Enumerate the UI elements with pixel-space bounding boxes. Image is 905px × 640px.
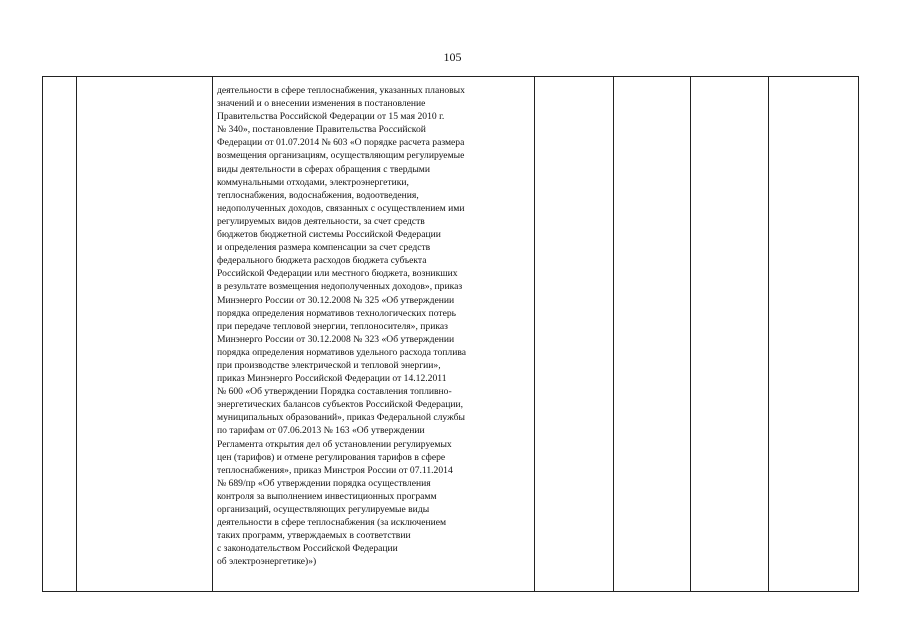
text-line: коммунальными отходами, электроэнергетики, xyxy=(217,176,409,188)
table-row xyxy=(43,77,859,592)
text-line: бюджетов бюджетной системы Российской Федерации xyxy=(217,229,441,241)
text-line: деятельности в сфере теплоснабжения, указанных плановых xyxy=(217,85,465,96)
text-line: порядка определения нормативов удельного расхода топлива xyxy=(217,346,467,358)
text-line: недополученных доходов, связанных с осуществлением ими xyxy=(217,202,465,214)
text-line: и определения размера компенсации за счет средств xyxy=(217,242,431,254)
text-line: виды деятельности в сферах обращения с твердыми xyxy=(217,163,430,175)
text-line: с законодательством Российской Федерации xyxy=(217,543,398,555)
text-line: при производстве электрической и тепловой энергии», xyxy=(217,359,441,371)
text-line: Минэнерго России от 30.12.2008 № 325 «Об утверждении xyxy=(217,294,455,306)
text-line: порядка определения нормативов технологических потерь xyxy=(217,307,457,319)
text-line: Правительства Российской Федерации от 15 мая 2010 г. xyxy=(217,111,445,123)
text-line: по тарифам от 07.06.2013 № 163 «Об утверждении xyxy=(217,425,425,437)
text-line: Федерации от 01.07.2014 № 603 «О порядке расчета размера xyxy=(217,137,465,149)
text-line: Российской Федерации или местного бюджета, возникших xyxy=(217,268,458,280)
text-line: в результате возмещения недополученных доходов», приказ xyxy=(217,281,463,293)
table-cell-col-4 xyxy=(535,77,614,592)
text-line: Минэнерго России от 30.12.2008 № 323 «Об утверждении xyxy=(217,333,455,345)
text-line: Регламента открытия дел об установлении регулируемых xyxy=(217,438,452,450)
table-cell-name xyxy=(77,77,213,592)
text-line: № 340», постановление Правительства Российской xyxy=(217,124,426,136)
text-line: теплоснабжения, водоснабжения, водоотведения, xyxy=(217,189,419,201)
text-line: теплоснабжения», приказ Минстроя России от 07.11.2014 xyxy=(217,464,453,476)
text-line: приказ Минэнерго Российской Федерации от 14.12.2011 xyxy=(217,373,447,385)
text-line: федерального бюджета расходов бюджета субъекта xyxy=(217,255,427,267)
text-line: регулируемых видов деятельности, за счет средств xyxy=(217,215,425,227)
table-cell-col-5 xyxy=(614,77,691,592)
table-cell-legal-acts xyxy=(213,77,535,592)
text-line: № 689/пр «Об утверждении порядка осуществления xyxy=(217,477,431,489)
page-number: 105 xyxy=(443,50,462,64)
text-line: энергетических балансов субъектов Российской Федерации, xyxy=(217,399,464,411)
text-line: значений и о внесении изменения в постановление xyxy=(217,98,426,110)
text-line: об электроэнергетике)») xyxy=(217,556,317,568)
text-line: возмещения организациям, осуществляющим регулируемые xyxy=(217,150,465,162)
document-table xyxy=(42,76,859,592)
table-cell-col-7 xyxy=(769,77,859,592)
text-line: деятельности в сфере теплоснабжения (за исключением xyxy=(217,517,447,529)
table-cell-number xyxy=(43,77,77,592)
text-line: при передаче тепловой энергии, теплоносителя», приказ xyxy=(217,320,448,332)
table-cell-col-6 xyxy=(691,77,769,592)
text-line: цен (тарифов) и отмене регулирования тарифов в сфере xyxy=(217,451,446,463)
text-line: организаций, осуществляющих регулируемые виды xyxy=(217,504,430,515)
text-line: таких программ, утверждаемых в соответствии xyxy=(217,530,411,542)
text-line: № 600 «Об утверждении Порядка составления топливно- xyxy=(217,386,452,398)
text-line: муниципальных образований», приказ Федеральной службы xyxy=(217,412,465,424)
text-line: контроля за выполнением инвестиционных программ xyxy=(217,490,437,502)
